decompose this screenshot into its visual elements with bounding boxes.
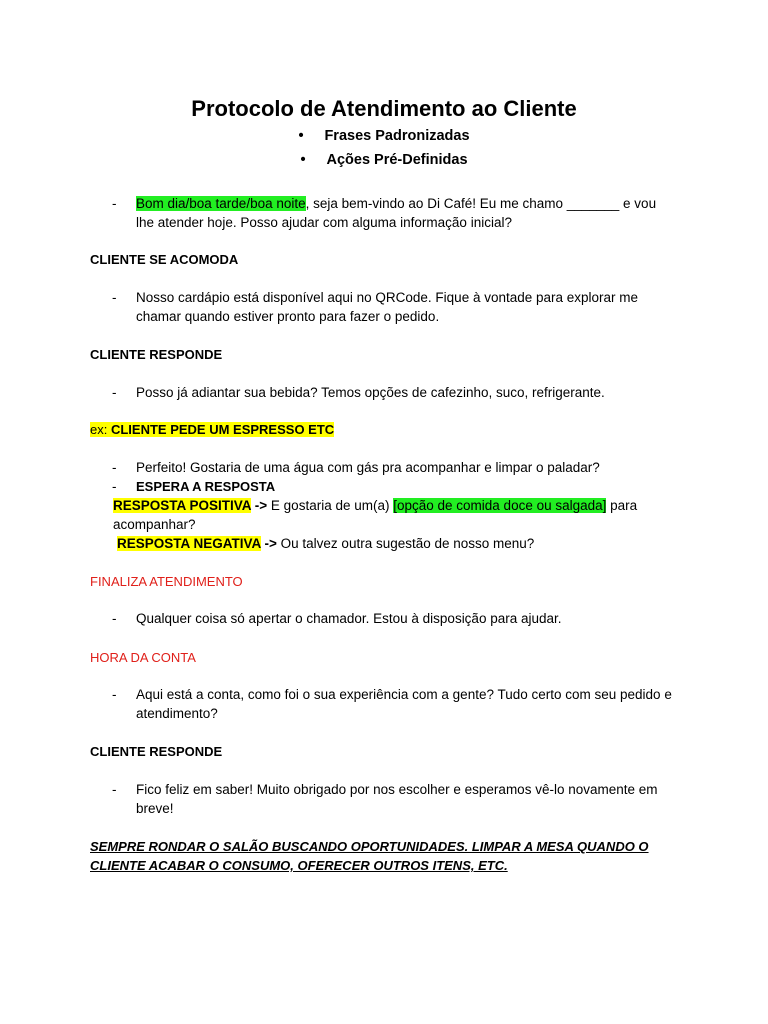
espera-resposta: ESPERA A RESPOSTA [136,479,276,494]
feliz-message-line-2: breve! [136,801,174,816]
example-heading [90,420,334,439]
negative-text: Ou talvez outra sugestão de nosso menu? [276,536,535,551]
dash-marker: - [112,385,117,400]
water-message: Perfeito! Gostaria de uma água com gás pra acompanhar e limpar o paladar? [136,460,600,475]
heading-cliente-acomoda: CLIENTE SE ACOMODA [90,252,239,267]
conta-message-line-2: atendimento? [136,706,218,721]
greeting-highlight: Bom dia/boa tarde/boa noite [136,196,306,211]
positive-arrow: -> [251,498,268,513]
menu-message-line: Nosso cardápio está disponível aqui no QRCode. Fique à vontade para explorar me [136,290,639,305]
subtitle-item [0,126,768,146]
greeting-line [136,194,656,213]
heading-cliente-responde: CLIENTE RESPONDE [90,347,223,362]
greeting-line-2: lhe atender hoje. Posso ajudar com alguma informação inicial? [136,215,512,230]
example-text: CLIENTE PEDE UM ESPRESSO ETC [110,422,335,437]
greeting-text: , seja bem-vindo ao Di Café! Eu me chamo _______ e vou [305,196,657,211]
dash-marker: - [112,196,117,211]
dash-marker: - [112,290,117,305]
subtitle-text: Frases Padronizadas [324,128,470,144]
bullet-icon: • [298,128,304,144]
page-title: Protocolo de Atendimento ao Cliente [191,96,577,121]
positive-label: RESPOSTA POSITIVA [113,498,252,513]
dash-marker: - [112,782,117,797]
menu-message-line-2: chamar quando estiver pronto para fazer o pedido. [136,309,440,324]
negative-arrow: -> [260,536,277,551]
dash-marker: - [112,611,117,626]
positive-after: para [606,498,638,513]
feliz-message-line: Fico feliz em saber! Muito obrigado por nos escolher e esperamos vê-lo novamente em [136,782,658,797]
heading-finaliza-atendimento: FINALIZA ATENDIMENTO [90,574,243,589]
positive-response-line-2: acompanhar? [113,517,196,532]
finaliza-message: Qualquer coisa só apertar o chamador. Estou à disposição para ajudar. [136,611,562,626]
negative-response [117,534,534,553]
subtitle-item [0,150,768,170]
dash-marker: - [112,479,117,494]
negative-label: RESPOSTA NEGATIVA [117,536,261,551]
positive-text: E gostaria de um(a) [267,498,394,513]
heading-hora-da-conta: HORA DA CONTA [90,650,196,665]
subtitle-text: Ações Pré-Definidas [326,152,468,168]
drink-message: Posso já adiantar sua bebida? Temos opções de cafezinho, suco, refrigerante. [136,385,605,400]
heading-cliente-responde-2: CLIENTE RESPONDE [90,744,223,759]
dash-marker: - [112,460,117,475]
final-note-line-2: CLIENTE ACABAR O CONSUMO, OFERECER OUTROS ITENS, ETC. [90,858,508,873]
positive-response [113,496,637,515]
positive-highlight: [opção de comida doce ou salgada] [393,498,607,513]
example-prefix: ex: [90,422,111,437]
bullet-icon: • [300,152,306,168]
conta-message-line: Aqui está a conta, como foi o sua experiência com a gente? Tudo certo com seu pedido e [136,687,672,702]
final-note-line: SEMPRE RONDAR O SALÃO BUSCANDO OPORTUNIDADES. LIMPAR A MESA QUANDO O [90,839,649,854]
dash-marker: - [112,687,117,702]
